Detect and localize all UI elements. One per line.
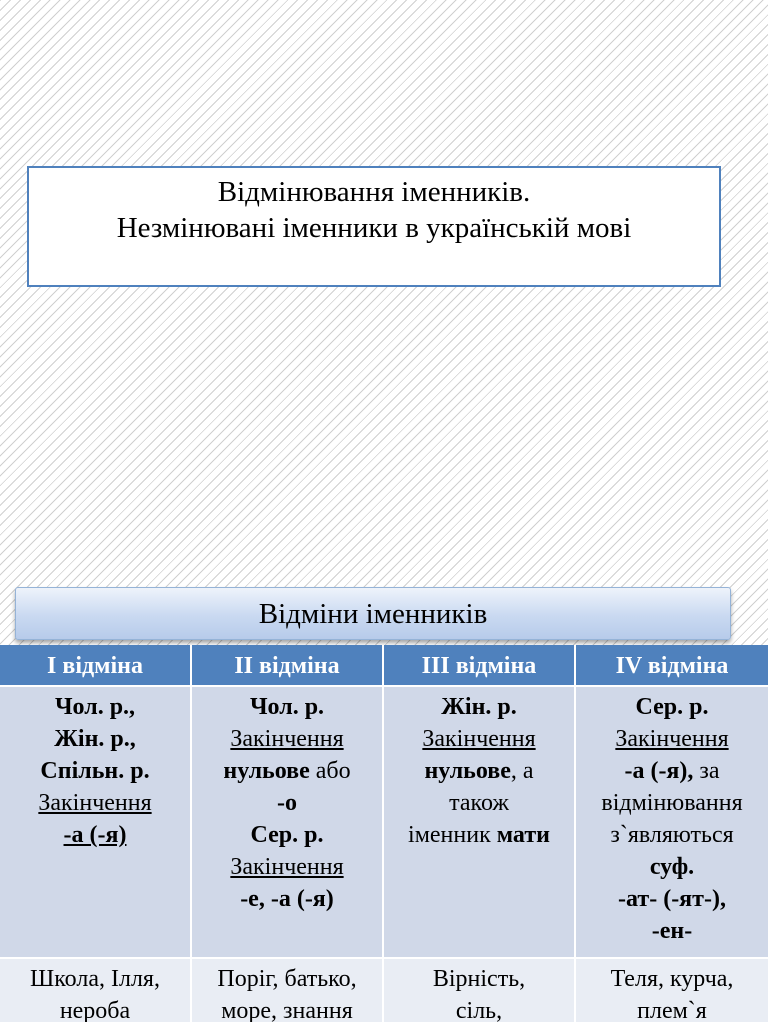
gender-fem: Жін. р. [441,694,517,720]
example-line1: Теля, курча, [610,966,734,992]
title-box [27,166,721,287]
gender-common: Спільн. р. [40,758,150,784]
cell-examples-2 [192,959,384,1024]
suffix-2: -ен- [651,918,693,944]
ending-or: або [309,758,351,784]
slide-title-line1: Відмінювання іменників. [217,176,531,208]
header-declension-3: III відміна [384,645,576,687]
ending-label: Закінчення [38,790,152,816]
cell-declension-2-rules [192,687,384,959]
appear-text: з`являються [610,822,734,848]
cell-declension-1-rules [0,687,192,959]
also-text: також [449,790,509,816]
cell-declension-4-rules [576,687,768,959]
suffix-1: -ат- (-ят-), [618,886,726,912]
example-line1: Вірність, [432,966,526,992]
noun-prefix: іменник [408,822,497,848]
ending-value: -а (-я), [624,758,694,784]
gender-masc: Чол. р. [249,694,325,720]
header-declension-2: II відміна [192,645,384,687]
slide-title-line2: Незмінювані іменники в українській мові [116,212,632,244]
ending-rest: за [693,758,720,784]
example-line2: море, знання [221,998,353,1024]
section-banner: Відміни іменників [15,587,731,640]
example-line1: Поріг, батько, [217,966,357,992]
ending-o: -о [277,790,297,816]
example-line1: Школа, Ілля, [30,966,160,992]
ending-line [192,755,382,787]
cell-examples-4 [576,959,768,1024]
ending-label: Закінчення [615,726,729,752]
suffix-label: суф. [649,854,695,880]
ending-label: Закінчення [422,726,536,752]
cell-declension-3-rules [384,687,576,959]
ending-value: -а (-я) [63,822,127,848]
ending-zero: нульове [223,758,310,784]
ending-zero: нульове [424,758,511,784]
gender-neut: Сер. р. [250,822,324,848]
declension-table [0,645,768,1024]
example-line2: нероба [59,998,131,1024]
ending-line [384,755,574,787]
cell-examples-3 [384,959,576,1024]
ending-line [576,755,768,787]
noun-mother: мати [496,822,550,848]
header-declension-4: IV відміна [576,645,768,687]
ending-label-2: Закінчення [230,854,344,880]
noun-line [384,819,574,851]
declension-text: відмінювання [601,790,743,816]
example-line2: сіль, [455,998,503,1024]
ending-rest: , а [510,758,534,784]
cell-examples-1 [0,959,192,1024]
ending-label: Закінчення [230,726,344,752]
gender-fem: Жін. р., [54,726,136,752]
example-line2: плем`я [637,998,707,1024]
gender-neut: Сер. р. [635,694,709,720]
gender-masc: Чол. р., [54,694,136,720]
ending-value-2: -е, -а (-я) [240,886,334,912]
header-declension-1: I відміна [0,645,192,687]
